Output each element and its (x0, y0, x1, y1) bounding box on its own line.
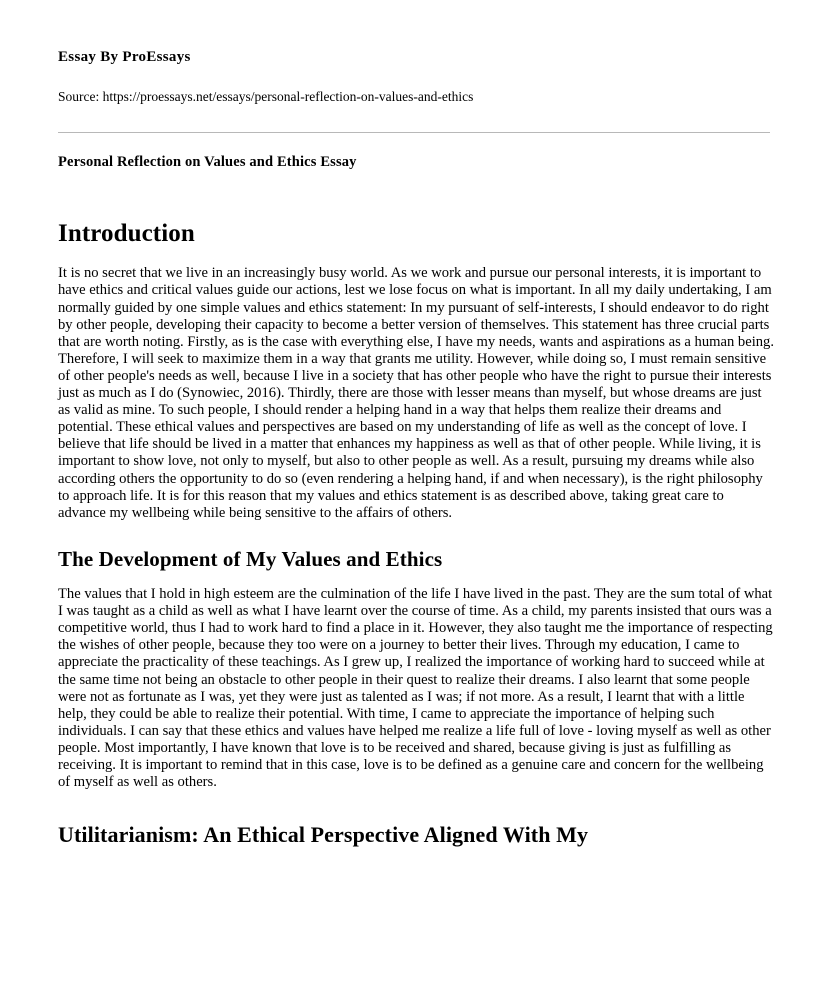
source-url-line: Source: https://proessays.net/essays/personal-reflection-on-values-and-ethics (58, 89, 474, 104)
site-brand: Essay By ProEssays (58, 49, 191, 65)
heading-utilitarianism: Utilitarianism: An Ethical Perspective Aligned With My (58, 822, 589, 848)
heading-development-of-values: The Development of My Values and Ethics (58, 546, 443, 571)
paragraph-development-of-values: The values that I hold in high esteem are the culmination of the life I have lived in the past. They are the sum total of what I was taught as a child as well as what I have learnt over the course of time. As a child, my parents insisted that ours was a competitive world, thus I had to work hard to find a place in it. However, they also taught me the importance of respecting the wishes of other people, because they too were on a journey to better their lives. Through my education, I came to appreciate the practicality of these teachings. As I grew up, I realized the importance of working hard to succeed while at the same time not being an obstacle to other people in their quest to realize their dreams. I also learnt that some people were not as fortunate as I was, yet they were just as talented as I was; if not more. As a result, I learnt that with a little help, they could be able to realize their potential. With time, I came to appreciate the importance of helping such individuals. I can say that these ethics and values have helped me realize a life full of love - loving myself as well as other people. Most importantly, I have known that love is to be received and shared, because giving is just as fulfilling as receiving. It is important to remind that in this case, love is to be defined as a genuine care and concern for the wellbeing of myself as well as others. (58, 586, 773, 791)
paragraph-introduction: It is no secret that we live in an increasingly busy world. As we work and pursue our personal interests, it is important to have ethics and critical values guide our actions, lest we lose focus on what is important. In all my daily undertaking, I am normally guided by one simple values and ethics statement: In my pursuant of self-interests, I should endeavor to do right by other people, developing their capacity to become a better version of themselves. This statement has three crucial parts that are worth noting. Firstly, as is the case with everything else, I have my needs, wants and aspirations as a human being. Therefore, I will seek to maximize them in a way that grants me utility. However, while doing so, I must remain sensitive of other people's needs as well, because I live in a society that has other people who have the right to pursue their interests just as much as I do (Synowiec, 2016). Thirdly, there are those with lesser means than myself, but whose dreams are just as valid as mine. To such people, I should render a helping hand in a way that helps them realize their dreams and potential. These ethical values and perspectives are based on my understanding of life as well as the concept of love. I believe that life should be lived in a matter that enhances my happiness as well as that of other people. While living, it is important to show love, not only to myself, but also to other people as well. As a result, pursuing my dreams while also according others the opportunity to do so (even rendering a helping hand, if and when necessary), is the right philosophy to approach life. It is for this reason that my values and ethics statement is as described above, taking great care to advance my wellbeing while being sensitive to the affairs of others. (58, 265, 774, 521)
header-divider (58, 132, 770, 133)
document-title: Personal Reflection on Values and Ethics Essay (58, 153, 357, 170)
heading-introduction: Introduction (58, 220, 195, 248)
